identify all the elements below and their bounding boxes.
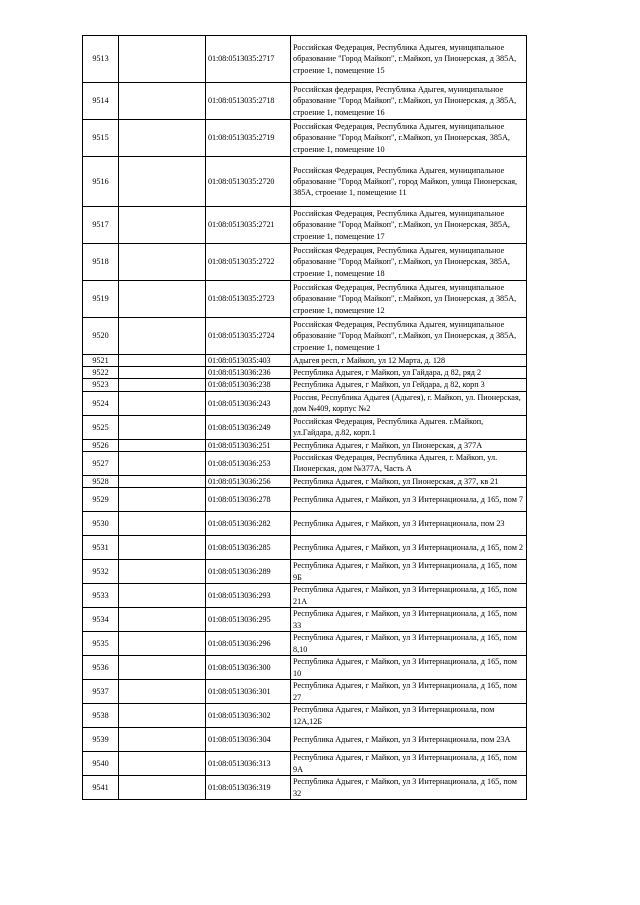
address-cell: Республика Адыгея, г Майкоп, ул 3 Интернационала, д 165, пом 9Б	[291, 560, 527, 584]
row-number-cell: 9533	[83, 584, 119, 608]
address-cell: Российская Федерация, Республика Адыгея. г.Майкоп, ул.Гайдара, д.82, корп.1	[291, 415, 527, 439]
address-cell: Республика Адыгея, г Майкоп, ул 3 Интернационала, д 165, пом 33	[291, 608, 527, 632]
table-row	[83, 318, 527, 355]
empty-cell	[119, 656, 206, 680]
address-cell: Республика Адыгея, г Майкоп, ул 3 Интернационала, д 165, пом 32	[291, 776, 527, 800]
row-number-cell: 9519	[83, 281, 119, 318]
table-row	[83, 584, 527, 608]
address-cell: Республика Адыгея, г Майкоп, ул 3 Интернационала, д 165, пом 21А	[291, 584, 527, 608]
table-row	[83, 488, 527, 512]
cadastral-number-cell: 01:08:0513036:256	[206, 475, 291, 487]
row-number-cell: 9517	[83, 207, 119, 244]
row-number-cell: 9523	[83, 379, 119, 391]
empty-cell	[119, 355, 206, 367]
table-row	[83, 608, 527, 632]
table-row	[83, 36, 527, 83]
row-number-cell: 9530	[83, 512, 119, 536]
cadastral-number-cell: 01:08:0513036:249	[206, 415, 291, 439]
empty-cell	[119, 536, 206, 560]
row-number-cell: 9525	[83, 415, 119, 439]
cadastral-number-cell: 01:08:0513036:251	[206, 439, 291, 451]
row-number-cell: 9516	[83, 157, 119, 207]
empty-cell	[119, 475, 206, 487]
empty-cell	[119, 752, 206, 776]
row-number-cell: 9526	[83, 439, 119, 451]
empty-cell	[119, 318, 206, 355]
empty-cell	[119, 415, 206, 439]
table-row	[83, 391, 527, 415]
row-number-cell: 9521	[83, 355, 119, 367]
cadastral-number-cell: 01:08:0513035:2721	[206, 207, 291, 244]
empty-cell	[119, 451, 206, 475]
row-number-cell: 9538	[83, 704, 119, 728]
empty-cell	[119, 728, 206, 752]
address-cell: Республика Адыгея, г Майкоп, ул 3 Интернационала, д 165, пом 7	[291, 488, 527, 512]
empty-cell	[119, 776, 206, 800]
table-row	[83, 680, 527, 704]
table-row	[83, 632, 527, 656]
cadastral-number-cell: 01:08:0513036:300	[206, 656, 291, 680]
table-row	[83, 207, 527, 244]
address-cell: Республика Адыгея, г Майкоп, ул 3 Интернационала, пом 12А,12Б	[291, 704, 527, 728]
address-cell: Российская Федерация, Республика Адыгея, муниципальное образование "Город Майкоп", г.Майкоп, ул Пионерская, 385А, строение 1, помещение 10	[291, 120, 527, 157]
empty-cell	[119, 439, 206, 451]
cadastral-number-cell: 01:08:0513035:403	[206, 355, 291, 367]
address-cell: Российская Федерация, Республика Адыгея, муниципальное образование "Город Майкоп", город Майкоп, улица Пионерская, 385А, строение 1, помещение 11	[291, 157, 527, 207]
address-cell: Российская Федерация, Республика Адыгея, г. Майкоп, ул. Пионерская, дом №377А, Часть А	[291, 451, 527, 475]
table-row	[83, 355, 527, 367]
address-cell: Республика Адыгея, г Майкоп, ул Гайдара, д 82, ряд 2	[291, 367, 527, 379]
address-cell: Республика Адыгея, г Майкоп, ул 3 Интернационала, д 165, пом 8,10	[291, 632, 527, 656]
address-cell: Республика Адыгея, г Майкоп, ул Гейдара, д 82, корп 3	[291, 379, 527, 391]
table-row	[83, 656, 527, 680]
address-cell: Российская Федерация, Республика Адыгея, муниципальное образование "Город Майкоп", г.Майкоп, ул Пионерская, д 385А, строение 1, помещение 1	[291, 318, 527, 355]
empty-cell	[119, 83, 206, 120]
cadastral-number-cell: 01:08:0513036:295	[206, 608, 291, 632]
address-cell: Республика Адыгея, г Майкоп, ул 3 Интернационала, д 165, пом 2	[291, 536, 527, 560]
row-number-cell: 9531	[83, 536, 119, 560]
table-row	[83, 752, 527, 776]
cadastral-number-cell: 01:08:0513036:236	[206, 367, 291, 379]
cadastral-number-cell: 01:08:0513036:313	[206, 752, 291, 776]
table-row	[83, 560, 527, 584]
row-number-cell: 9513	[83, 36, 119, 83]
row-number-cell: 9536	[83, 656, 119, 680]
address-cell: Российская Федерация, Республика Адыгея, муниципальное образование "Город Майкоп", г.Майкоп, ул Пионерская, д 385А, строение 1, помещение 12	[291, 281, 527, 318]
cadastral-number-cell: 01:08:0513036:243	[206, 391, 291, 415]
table-row	[83, 415, 527, 439]
empty-cell	[119, 680, 206, 704]
table-row	[83, 281, 527, 318]
empty-cell	[119, 379, 206, 391]
address-cell: Россия, Республика Адыгея (Адыгея), г. Майкоп, ул. Пионерская, дом №409, корпус №2	[291, 391, 527, 415]
table-row	[83, 439, 527, 451]
cadastral-number-cell: 01:08:0513035:2722	[206, 244, 291, 281]
cadastral-number-cell: 01:08:0513036:278	[206, 488, 291, 512]
table-row	[83, 120, 527, 157]
row-number-cell: 9537	[83, 680, 119, 704]
cadastral-number-cell: 01:08:0513036:319	[206, 776, 291, 800]
row-number-cell: 9534	[83, 608, 119, 632]
row-number-cell: 9529	[83, 488, 119, 512]
cadastral-number-cell: 01:08:0513035:2718	[206, 83, 291, 120]
row-number-cell: 9518	[83, 244, 119, 281]
cadastral-number-cell: 01:08:0513036:296	[206, 632, 291, 656]
cadastral-number-cell: 01:08:0513036:289	[206, 560, 291, 584]
row-number-cell: 9541	[83, 776, 119, 800]
empty-cell	[119, 632, 206, 656]
empty-cell	[119, 584, 206, 608]
cadastral-number-cell: 01:08:0513035:2723	[206, 281, 291, 318]
table-row	[83, 536, 527, 560]
empty-cell	[119, 244, 206, 281]
table-row	[83, 244, 527, 281]
property-registry-table	[82, 35, 527, 800]
empty-cell	[119, 367, 206, 379]
cadastral-number-cell: 01:08:0513036:304	[206, 728, 291, 752]
address-cell: Республика Адыгея, г Майкоп, ул Пионерская, д 377А	[291, 439, 527, 451]
row-number-cell: 9532	[83, 560, 119, 584]
cadastral-number-cell: 01:08:0513036:293	[206, 584, 291, 608]
cadastral-number-cell: 01:08:0513036:285	[206, 536, 291, 560]
address-cell: Республика Адыгея, г Майкоп, ул 3 Интернационала, д 165, пом 9А	[291, 752, 527, 776]
table-row	[83, 367, 527, 379]
cadastral-number-cell: 01:08:0513036:238	[206, 379, 291, 391]
empty-cell	[119, 36, 206, 83]
address-cell: Республика Адыгея, г Майкоп, ул 3 Интернационала, д 165, пом 27	[291, 680, 527, 704]
table-row	[83, 776, 527, 800]
address-cell: Российская Федерация, Республика Адыгея, муниципальное образование "Город Майкоп", г.Майкоп, ул Пионерская, 385А, строение 1, помещение 18	[291, 244, 527, 281]
row-number-cell: 9522	[83, 367, 119, 379]
row-number-cell: 9528	[83, 475, 119, 487]
empty-cell	[119, 120, 206, 157]
row-number-cell: 9520	[83, 318, 119, 355]
table-row	[83, 512, 527, 536]
address-cell: Республика Адыгея, г Майкоп, ул 3 Интернационала, д 165, пом 10	[291, 656, 527, 680]
cadastral-number-cell: 01:08:0513035:2724	[206, 318, 291, 355]
empty-cell	[119, 391, 206, 415]
row-number-cell: 9515	[83, 120, 119, 157]
row-number-cell: 9540	[83, 752, 119, 776]
address-cell: Республика Адыгея, г Майкоп, ул 3 Интернационала, пом 23А	[291, 728, 527, 752]
empty-cell	[119, 560, 206, 584]
address-cell: Российская Федерация, Республика Адыгея, муниципальное образование "Город Майкоп", г.Майкоп, ул Пионерская, д 385А, строение 1, помещение 15	[291, 36, 527, 83]
address-cell: Российская Федерация, Республика Адыгея, муниципальное образование "Город Майкоп", г.Майкоп, ул Пионерская, 385А, строение 1, помещение 17	[291, 207, 527, 244]
cadastral-number-cell: 01:08:0513035:2720	[206, 157, 291, 207]
table-row	[83, 704, 527, 728]
address-cell: Республика Адыгея, г Майкоп, ул 3 Интернационала, пом 23	[291, 512, 527, 536]
row-number-cell: 9527	[83, 451, 119, 475]
table-row	[83, 157, 527, 207]
row-number-cell: 9535	[83, 632, 119, 656]
table-row	[83, 728, 527, 752]
table-row	[83, 379, 527, 391]
cadastral-number-cell: 01:08:0513035:2719	[206, 120, 291, 157]
table-row	[83, 451, 527, 475]
cadastral-number-cell: 01:08:0513036:302	[206, 704, 291, 728]
row-number-cell: 9539	[83, 728, 119, 752]
table-row	[83, 475, 527, 487]
cadastral-number-cell: 01:08:0513036:282	[206, 512, 291, 536]
address-cell: Адыгея респ, г Майкоп, ул 12 Марта, д. 128	[291, 355, 527, 367]
cadastral-number-cell: 01:08:0513035:2717	[206, 36, 291, 83]
row-number-cell: 9514	[83, 83, 119, 120]
empty-cell	[119, 704, 206, 728]
empty-cell	[119, 608, 206, 632]
empty-cell	[119, 207, 206, 244]
cadastral-number-cell: 01:08:0513036:301	[206, 680, 291, 704]
row-number-cell: 9524	[83, 391, 119, 415]
table-row	[83, 83, 527, 120]
empty-cell	[119, 488, 206, 512]
registry-table-body	[83, 36, 527, 800]
address-cell: Республика Адыгея, г Майкоп, ул Пионерская, д 377, кв 21	[291, 475, 527, 487]
empty-cell	[119, 281, 206, 318]
address-cell: Российская федерация, Республика Адыгея, муниципальное образование "Город Майкоп", г.Майкоп, ул Пионерская, д 385А, строение 1, помещение 16	[291, 83, 527, 120]
empty-cell	[119, 157, 206, 207]
cadastral-number-cell: 01:08:0513036:253	[206, 451, 291, 475]
empty-cell	[119, 512, 206, 536]
